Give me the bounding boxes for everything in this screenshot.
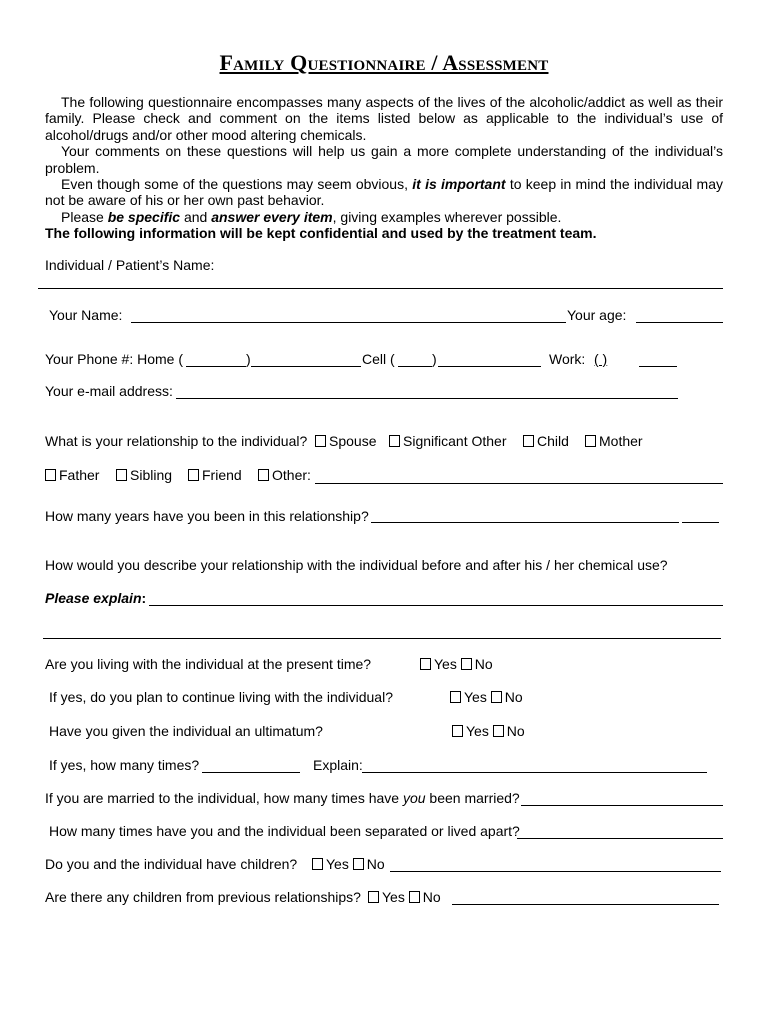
intro-p4-e: , giving examples wherever possible.: [332, 208, 562, 225]
intro-p4-a: Please: [61, 208, 108, 225]
please-explain-field[interactable]: [149, 605, 723, 606]
children-question: Do you and the individual have children?: [45, 856, 298, 872]
explain-field[interactable]: [362, 772, 707, 773]
checkbox-other-label: Other:: [272, 467, 311, 483]
your-name-label: Your Name:: [49, 307, 123, 323]
how-many-times-field[interactable]: [202, 772, 300, 773]
checkbox-mother[interactable]: [585, 432, 643, 450]
ultimatum-yes-no[interactable]: [452, 722, 525, 740]
checkbox-father-label: Father: [59, 467, 100, 483]
checkbox-icon: [491, 691, 502, 703]
phone-work-label: Work:: [549, 351, 586, 367]
checkbox-child-label: Child: [537, 433, 569, 449]
please-explain-label: [45, 589, 146, 607]
no-label: No: [366, 856, 385, 872]
no-label: No: [506, 723, 525, 739]
married-times-field[interactable]: [521, 805, 723, 806]
email-label: Your e-mail address:: [45, 383, 173, 399]
intro-emphasis-specific: be specific: [107, 208, 181, 225]
please-explain-text: Please explain: [45, 590, 142, 606]
intro-paragraph-1: The following questionnaire encompasses many aspects of the lives of the alcoholic/addict as well as their family. Please check and comment on the items listed below as applicable to the individual’s use of alcohol/drugs and/or other mood altering chemicals.: [45, 94, 723, 143]
describe-question: How would you describe your relationship with the individual before and after his / her chemical use?: [45, 557, 668, 573]
checkbox-icon: [389, 435, 400, 447]
your-name-field[interactable]: [131, 322, 566, 323]
previous-children-field[interactable]: [452, 904, 719, 905]
checkbox-sibling[interactable]: [116, 466, 172, 484]
email-field[interactable]: [176, 398, 678, 399]
relationship-question: What is your relationship to the individual?: [45, 433, 308, 449]
checkbox-child[interactable]: [523, 432, 569, 450]
children-field[interactable]: [390, 871, 721, 872]
checkbox-friend-label: Friend: [202, 467, 242, 483]
yes-label: Yes: [434, 656, 457, 672]
checkbox-icon: [461, 658, 472, 670]
checkbox-friend[interactable]: [188, 466, 242, 484]
please-explain-field-continued[interactable]: [43, 638, 721, 639]
your-age-label: Your age:: [567, 307, 627, 323]
phone-home-field[interactable]: [251, 366, 361, 367]
checkbox-significant-other-label: Significant Other: [403, 433, 507, 449]
checkbox-icon: [493, 725, 504, 737]
yes-label: Yes: [326, 856, 349, 872]
explain-label: Explain:: [313, 757, 363, 773]
previous-children-yes-no[interactable]: [368, 888, 441, 906]
how-many-times-question: If yes, how many times?: [49, 757, 200, 773]
separated-times-field[interactable]: [517, 838, 723, 839]
phone-home-area-code-field[interactable]: [186, 366, 246, 367]
yes-label: Yes: [382, 889, 405, 905]
checkbox-icon: [188, 469, 199, 481]
continue-living-yes-no[interactable]: [450, 688, 523, 706]
checkbox-spouse[interactable]: [315, 432, 376, 450]
continue-living-question: If yes, do you plan to continue living with the individual?: [49, 689, 393, 705]
no-label: No: [422, 889, 441, 905]
married-question: [45, 789, 520, 807]
married-question-rest: been married?: [425, 790, 520, 806]
checkbox-sibling-label: Sibling: [130, 467, 173, 483]
phone-cell-area-code-field[interactable]: [398, 366, 432, 367]
phone-home-paren: ): [246, 351, 251, 367]
patient-name-label: Individual / Patient’s Name:: [45, 257, 215, 273]
ultimatum-question: Have you given the individual an ultimatum?: [49, 723, 323, 739]
checkbox-spouse-label: Spouse: [329, 433, 377, 449]
intro-text: [45, 94, 723, 242]
years-question: How many years have you been in this relationship?: [45, 508, 369, 524]
living-yes-no[interactable]: [420, 655, 493, 673]
years-field-end[interactable]: [682, 522, 719, 523]
confidential-notice: The following information will be kept confidential and used by the treatment team.: [45, 225, 597, 242]
checkbox-icon: [409, 891, 420, 903]
years-field[interactable]: [371, 522, 679, 523]
checkbox-mother-label: Mother: [599, 433, 643, 449]
no-label: No: [474, 656, 493, 672]
married-question-emphasis: you: [402, 790, 426, 806]
intro-paragraph-3: [45, 176, 723, 209]
phone-cell-label: Cell (: [362, 351, 395, 367]
living-question: Are you living with the individual at the present time?: [45, 656, 372, 672]
checkbox-icon: [45, 469, 56, 481]
checkbox-icon: [353, 858, 364, 870]
checkbox-father[interactable]: [45, 466, 99, 484]
your-age-field[interactable]: [636, 322, 723, 323]
intro-emphasis-important: it is important: [412, 176, 506, 193]
checkbox-icon: [452, 725, 463, 737]
checkbox-icon: [585, 435, 596, 447]
checkbox-other[interactable]: [258, 466, 311, 484]
other-relationship-field[interactable]: [315, 483, 723, 484]
checkbox-icon: [368, 891, 379, 903]
married-question-text: If you are married to the individual, how many times have: [45, 790, 403, 806]
separated-question: How many times have you and the individual been separated or lived apart?: [49, 823, 520, 839]
patient-name-field[interactable]: [38, 288, 723, 289]
checkbox-icon: [523, 435, 534, 447]
checkbox-icon: [420, 658, 431, 670]
previous-children-question: Are there any children from previous relationships?: [45, 889, 361, 905]
intro-paragraph-2: Your comments on these questions will help us gain a more complete understanding of the individual’s problem.: [45, 143, 723, 176]
checkbox-icon: [315, 435, 326, 447]
checkbox-significant-other[interactable]: [389, 432, 507, 450]
phone-home-label: Your Phone #: Home (: [45, 351, 184, 367]
intro-emphasis-answer-every-item: answer every item: [211, 208, 333, 225]
yes-label: Yes: [466, 723, 489, 739]
phone-cell-field[interactable]: [438, 366, 541, 367]
intro-p3-text: Even though some of the questions may seem obvious,: [61, 176, 413, 193]
checkbox-icon: [258, 469, 269, 481]
phone-work-area-code-field[interactable]: ( ): [594, 351, 608, 367]
checkbox-icon: [312, 858, 323, 870]
children-yes-no[interactable]: [312, 855, 385, 873]
intro-p4-c: and: [180, 208, 212, 225]
phone-cell-paren: ): [432, 351, 437, 367]
phone-work-field[interactable]: [639, 366, 677, 367]
page-title: Family Questionnaire / Assessment: [219, 50, 549, 75]
no-label: No: [504, 689, 523, 705]
intro-p3-rest: to keep in mind the individual may not be aware of his or her own past behavior.: [45, 176, 723, 209]
intro-paragraph-4: [45, 209, 723, 225]
checkbox-icon: [116, 469, 127, 481]
yes-label: Yes: [464, 689, 487, 705]
checkbox-icon: [450, 691, 461, 703]
please-explain-colon: :: [141, 590, 147, 606]
